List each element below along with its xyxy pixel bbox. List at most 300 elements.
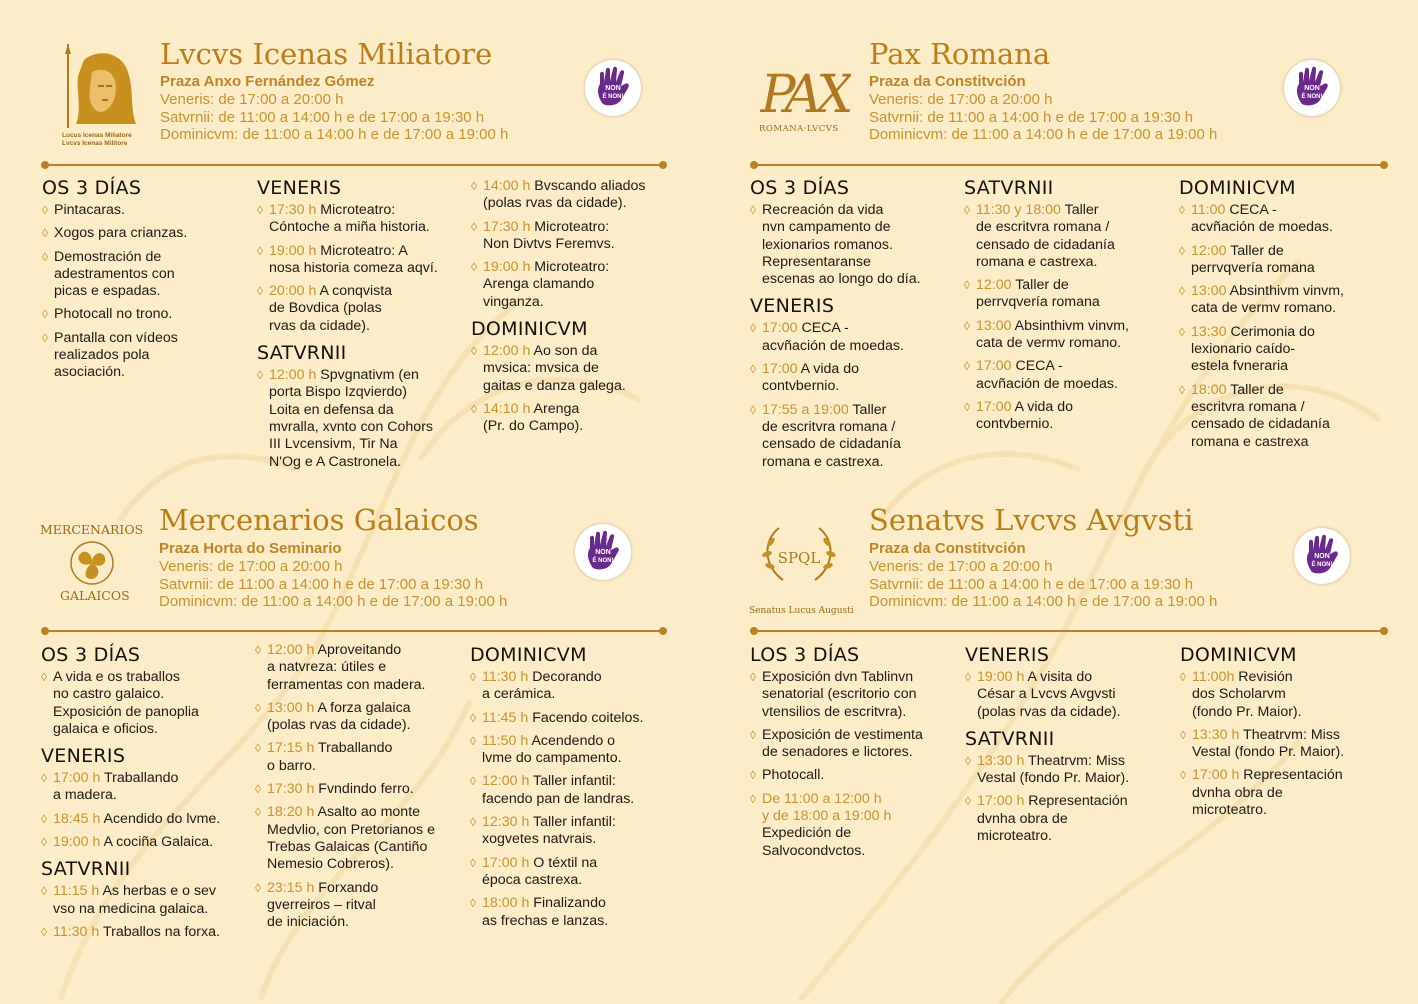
event-time: 17:15 h <box>267 740 315 757</box>
day-group <box>965 643 1175 721</box>
laurel-wreath-icon <box>749 520 849 592</box>
day-header: SATVRNII <box>41 858 131 881</box>
pax-hours-veneris: Veneris: de 17:00 a 20:00 h <box>869 91 1053 108</box>
diamond-bullet-icon: ◊ <box>255 880 261 895</box>
schedule-item-line <box>53 834 253 851</box>
schedule-item-line <box>1192 669 1395 686</box>
schedule-item-line <box>483 343 686 360</box>
day-header: OS 3 DÍAS <box>42 177 142 199</box>
event-text: A visita do <box>1024 669 1093 685</box>
schedule-item <box>1179 324 1399 376</box>
schedule-item-line <box>269 202 467 219</box>
schedule-item-line <box>977 686 1175 703</box>
event-time: 18:00 <box>1191 381 1227 398</box>
day-group <box>257 341 467 471</box>
schedule-item-line <box>1192 767 1395 784</box>
schedule-item-line <box>483 276 686 293</box>
day-header: OS 3 DÍAS <box>41 644 141 666</box>
day-group <box>471 178 686 311</box>
event-text: Representaranse <box>762 253 871 270</box>
badge-text-1: NON <box>605 85 621 92</box>
event-text: Xogos para crianzas. <box>54 225 188 242</box>
schedule-item <box>1180 727 1395 762</box>
event-text: Traballando <box>100 770 179 787</box>
event-text: a natvreza: útiles e <box>267 659 387 676</box>
event-text: Fvndindo ferro. <box>314 781 414 798</box>
diamond-bullet-icon: ◊ <box>750 791 756 806</box>
event-text: Forxando <box>314 879 379 896</box>
schedule-item-line <box>54 330 252 347</box>
event-time: 13:30 h <box>1192 726 1240 743</box>
mercenarios-title: Mercenarios Galaicos <box>159 503 479 537</box>
schedule-item-line <box>267 677 465 694</box>
diamond-bullet-icon: ◊ <box>42 226 48 241</box>
schedule-item-line <box>483 378 686 395</box>
event-text: escenas ao longo do día. <box>762 271 921 288</box>
event-text: o barro. <box>267 757 316 774</box>
schedule-item-line <box>1191 324 1399 341</box>
event-text: censado de cidadanía <box>976 236 1115 253</box>
diamond-bullet-icon: ◊ <box>1180 670 1186 684</box>
event-text: y de 18:00 a 19:00 h <box>762 808 892 825</box>
diamond-bullet-icon: ◊ <box>470 815 476 830</box>
schedule-item-line <box>483 294 686 311</box>
schedule-item-line <box>976 399 1174 416</box>
diamond-bullet-icon: ◊ <box>750 321 756 336</box>
day-group <box>42 176 252 382</box>
schedule-item-line <box>482 895 685 912</box>
schedule-item-line <box>483 236 686 253</box>
event-time: 17:00 <box>976 398 1012 415</box>
schedule-item <box>470 669 685 704</box>
diamond-bullet-icon: ◊ <box>257 243 263 258</box>
schedule-item-line <box>53 686 253 703</box>
event-text: Taller de <box>1226 381 1284 398</box>
pax-logo-subtitle: ROMANA·LVCVS <box>759 124 839 134</box>
event-text: Revisión <box>1234 669 1293 685</box>
day-header: VENERIS <box>965 644 1050 666</box>
event-text: Expedición de <box>762 825 852 842</box>
event-text: senatorial (escritorio con <box>762 686 917 703</box>
event-text: A vida do <box>797 361 860 378</box>
event-text: vinganza. <box>483 293 544 310</box>
event-text: A forza galaica <box>314 699 411 716</box>
schedule-item <box>42 202 252 219</box>
diamond-bullet-icon: ◊ <box>1179 243 1185 258</box>
day-group <box>41 744 253 851</box>
event-text: vso na medicina galaica. <box>53 900 209 917</box>
event-time: 11:15 h <box>53 883 100 900</box>
schedule-item <box>965 669 1175 721</box>
schedule-item-line <box>54 283 252 300</box>
diamond-bullet-icon: ◊ <box>1180 727 1186 742</box>
mercenarios-venue: Praza Horta do Seminario <box>159 540 342 557</box>
event-text: Acendendo o <box>528 732 616 749</box>
diamond-bullet-icon: ◊ <box>1179 324 1185 339</box>
day-group <box>257 176 467 335</box>
schedule-item-line <box>976 202 1174 219</box>
event-text: Vestal (fondo Pr. Maior). <box>977 770 1130 787</box>
schedule-item-line <box>269 402 467 419</box>
pax-col-3 <box>1179 176 1399 457</box>
schedule-item <box>1180 767 1395 819</box>
schedule-item <box>1179 283 1399 318</box>
day-header: DOMINICVM <box>1180 644 1297 666</box>
schedule-item-line <box>1191 260 1399 277</box>
event-text: Microteatro: A <box>316 242 408 259</box>
schedule-item <box>255 781 465 798</box>
mercenarios-col-3 <box>470 643 685 936</box>
day-group <box>750 294 960 470</box>
diamond-bullet-icon: ◊ <box>1179 382 1185 397</box>
event-time: 12:00 <box>1191 242 1227 259</box>
schedule-item-line <box>762 237 960 254</box>
event-text: A vida e os traballos <box>53 669 180 685</box>
lvcvs-venue: Praza Anxo Fernández Gómez <box>160 73 375 90</box>
schedule-item-line <box>54 249 252 266</box>
diamond-bullet-icon: ◊ <box>41 771 47 786</box>
event-text: A cociña Galaica. <box>100 834 214 851</box>
event-time: 17:00 <box>976 358 1012 375</box>
schedule-item-line <box>1191 399 1399 416</box>
diamond-bullet-icon: ◊ <box>257 203 263 217</box>
schedule-item-line <box>762 402 960 419</box>
event-text: Theatrvm: Miss <box>1024 752 1125 769</box>
event-text: (polas rvas da cidade). <box>977 703 1121 720</box>
schedule-item-line <box>269 454 467 471</box>
schedule-item-line <box>762 378 960 395</box>
schedule-item-line <box>269 260 467 277</box>
event-text: Exposición de vestimenta <box>762 726 923 743</box>
mercenarios-logo <box>38 518 148 604</box>
senatvs-col-1 <box>750 643 960 866</box>
mercenarios-col-1 <box>41 643 253 947</box>
day-group <box>750 176 960 288</box>
lvcvs-col-1 <box>42 176 252 388</box>
schedule-item <box>471 219 686 254</box>
badge-text-2: É NON! <box>1311 562 1333 568</box>
non-e-non-badge <box>1284 60 1340 116</box>
mercenarios-logo-text-1: MERCENARIOS <box>40 522 144 537</box>
day-group <box>470 643 685 930</box>
schedule-item-line <box>1191 416 1399 433</box>
event-time: 11:45 h <box>482 709 529 726</box>
schedule-item-line <box>267 914 465 931</box>
diamond-bullet-icon: ◊ <box>255 643 261 657</box>
schedule-item-line <box>1191 202 1399 219</box>
event-time: 17:00 <box>762 361 798 378</box>
schedule-item-line <box>483 178 686 195</box>
event-text: Microteatro: <box>530 218 610 235</box>
schedule-item-line <box>976 219 1174 236</box>
diamond-bullet-icon: ◊ <box>750 362 756 377</box>
schedule-item-line <box>1192 704 1395 721</box>
mercenarios-hours-satvrnii: Satvrnii: de 11:00 a 14:00 h e de 17:00 a 19:30 h <box>159 575 484 593</box>
day-header: DOMINICVM <box>470 644 587 666</box>
senatvs-hours-satvrnii: Satvrnii: de 11:00 a 14:00 h e de 17:00 a 19:30 h <box>869 575 1194 593</box>
lvcvs-hours-dominicvm: Dominicvm: de 11:00 a 14:00 h e de 17:00 a 19:00 h <box>160 126 509 143</box>
schedule-item <box>257 283 467 335</box>
event-text: Representación <box>1239 767 1343 784</box>
diamond-bullet-icon: ◊ <box>42 330 48 345</box>
diamond-bullet-icon: ◊ <box>964 278 970 293</box>
schedule-item-line <box>976 254 1174 271</box>
schedule-item-line <box>977 793 1175 810</box>
event-text: Microteatro: <box>530 259 610 276</box>
event-time: 17:00 <box>762 320 798 337</box>
badge-text-1: NON <box>1314 553 1330 560</box>
event-time: 12:00 h <box>267 642 315 658</box>
event-text: escritvra romana / <box>1191 398 1305 415</box>
diamond-bullet-icon: ◊ <box>750 768 756 783</box>
lvcvs-title: Lvcvs Icenas Miliatore <box>160 37 493 71</box>
badge-text-1: NON <box>595 549 611 556</box>
diamond-bullet-icon: ◊ <box>471 260 477 275</box>
event-text: Pantalla con vídeos <box>54 329 178 346</box>
schedule-item-line <box>762 744 960 761</box>
day-group <box>255 642 465 931</box>
day-group <box>471 317 686 435</box>
schedule-item-line <box>269 283 467 300</box>
diamond-bullet-icon: ◊ <box>471 401 477 416</box>
diamond-bullet-icon: ◊ <box>42 307 48 322</box>
event-text: Microteatro: <box>316 202 396 218</box>
event-time: 19:00 h <box>53 834 101 851</box>
event-text: contvbernio. <box>762 378 840 395</box>
day-group <box>41 857 253 941</box>
diamond-bullet-icon: ◊ <box>750 727 756 742</box>
schedule-item-line <box>53 704 253 721</box>
event-text: censado de cidadanía <box>1191 416 1330 433</box>
schedule-item <box>964 202 1174 271</box>
schedule-item <box>41 924 253 941</box>
section-divider <box>40 624 668 638</box>
event-time: 17:00 h <box>53 770 101 787</box>
schedule-item <box>470 855 685 890</box>
schedule-item-line <box>53 811 253 828</box>
event-text: Decorando <box>528 669 602 685</box>
event-text: Taller <box>1060 202 1099 218</box>
schedule-item-line <box>762 219 960 236</box>
event-text: Arenga clamando <box>483 276 595 293</box>
schedule-item-line <box>482 814 685 831</box>
schedule-item-line <box>267 758 465 775</box>
event-time: 18:00 h <box>482 895 530 912</box>
schedule-item <box>42 249 252 301</box>
day-header: SATVRNII <box>965 727 1055 750</box>
mercenarios-header <box>159 504 507 611</box>
event-time: 17:00 h <box>482 854 530 871</box>
event-text: Exposición de panoplia <box>53 703 199 720</box>
event-time: 11:00h <box>1192 669 1235 685</box>
senatvs-logo <box>749 520 854 616</box>
event-text: Absinthivm vinvm, <box>1011 317 1129 334</box>
schedule-item <box>750 202 960 288</box>
schedule-item-line <box>267 804 465 821</box>
event-text: nvn campamento de <box>762 219 891 236</box>
event-text: Loita en defensa da <box>269 401 394 418</box>
schedule-item-line <box>1191 283 1399 300</box>
event-text: estela fvneraria <box>1191 358 1288 375</box>
diamond-bullet-icon: ◊ <box>965 753 971 768</box>
diamond-bullet-icon: ◊ <box>965 670 971 684</box>
pax-monogram-icon <box>757 58 851 128</box>
event-time: 17:30 h <box>269 202 317 218</box>
schedule-item <box>964 277 1174 312</box>
event-text: (polas rvas da cidade). <box>483 195 627 212</box>
day-group <box>964 176 1174 434</box>
schedule-item-line <box>1192 785 1395 802</box>
event-text: a cerámica. <box>482 686 556 703</box>
diamond-bullet-icon: ◊ <box>257 368 263 383</box>
schedule-item-line <box>976 416 1174 433</box>
schedule-item-line <box>1192 744 1395 761</box>
event-text: microteatro. <box>977 828 1052 845</box>
schedule-item-line <box>482 831 685 848</box>
event-text: de iniciación. <box>267 914 350 931</box>
schedule-item-line <box>1191 434 1399 451</box>
event-time: 18:45 h <box>53 810 101 827</box>
schedule-item <box>965 753 1175 788</box>
diamond-bullet-icon: ◊ <box>257 284 263 299</box>
event-text: O téxtil na <box>529 854 598 871</box>
event-text: (polas rvas da cidade). <box>267 717 411 734</box>
lvcvs-logo-text-1: Lucus Icenas Miliatore <box>62 132 132 139</box>
event-text: Non Divtvs Feremvs. <box>483 235 615 252</box>
schedule-item-line <box>267 856 465 873</box>
event-time: 13:00 h <box>267 699 315 716</box>
pax-title: Pax Romana <box>869 37 1051 71</box>
day-group <box>1179 176 1399 451</box>
event-text: N'Og e A Castronela. <box>269 453 402 470</box>
schedule-item-line <box>267 839 465 856</box>
schedule-item <box>1180 669 1395 721</box>
diamond-bullet-icon: ◊ <box>1179 284 1185 299</box>
event-text: Recreación da vida <box>762 202 884 218</box>
event-text: lexionario caído- <box>1191 341 1296 358</box>
section-lvcvs <box>0 0 709 502</box>
schedule-item <box>255 880 465 932</box>
schedule-item <box>964 358 1174 393</box>
diamond-bullet-icon: ◊ <box>255 782 261 797</box>
pax-hours-dominicvm: Dominicvm: de 11:00 a 14:00 h e de 17:00 a 19:00 h <box>869 126 1218 143</box>
schedule-item <box>471 343 686 395</box>
event-text: microteatro. <box>1192 802 1267 819</box>
day-header: SATVRNII <box>964 177 1054 199</box>
event-text: contvbernio. <box>976 416 1054 433</box>
lvcvs-header <box>160 38 508 144</box>
event-text: asociación. <box>54 364 125 381</box>
schedule-item-line <box>976 335 1174 352</box>
schedule-item-line <box>53 883 253 900</box>
event-text: Trebas Galaicas (Cantiño <box>267 838 428 855</box>
non-e-non-badge <box>575 524 631 580</box>
event-text: Pintacaras. <box>54 202 125 218</box>
schedule-item-line <box>269 318 467 335</box>
diamond-bullet-icon: ◊ <box>255 741 261 756</box>
section-mercenarios <box>0 502 709 1004</box>
schedule-item <box>257 243 467 278</box>
lvcvs-col-2 <box>257 176 467 477</box>
event-time: 12:00 h <box>482 773 530 790</box>
mercenarios-logo-text-2: GALAICOS <box>60 588 130 603</box>
schedule-item-line <box>482 913 685 930</box>
event-text: Taller infantil: <box>529 814 616 831</box>
schedule-item <box>257 367 467 471</box>
event-time: 19:00 h <box>483 259 531 276</box>
schedule-item-line <box>482 733 685 750</box>
event-text: gaitas e danza galega. <box>483 377 626 394</box>
schedule-item-line <box>976 376 1174 393</box>
diamond-bullet-icon: ◊ <box>41 811 47 826</box>
schedule-item-line <box>269 384 467 401</box>
event-time: 12:00 <box>976 277 1012 294</box>
schedule-item-line <box>762 791 960 808</box>
day-header: OS 3 DÍAS <box>750 177 850 199</box>
triskele-icon <box>69 540 115 586</box>
schedule-item-line <box>1191 341 1399 358</box>
schedule-item <box>41 669 253 738</box>
schedule-item-line <box>482 750 685 767</box>
schedule-item-line <box>267 717 465 734</box>
schedule-item-line <box>1191 382 1399 399</box>
event-text: Vestal (fondo Pr. Maior). <box>1192 744 1345 761</box>
event-time: 23:15 h <box>267 879 315 896</box>
event-text: dvnha obra de <box>977 810 1068 827</box>
event-text: censado de cidadanía <box>762 436 901 453</box>
schedule-item <box>471 401 686 436</box>
schedule-item-line <box>762 271 960 288</box>
mercenarios-hours-veneris: Veneris: de 17:00 a 20:00 h <box>159 558 343 575</box>
schedule-item <box>470 814 685 849</box>
event-text: (fondo Pr. Maior). <box>1192 703 1302 720</box>
schedule-item <box>965 793 1175 845</box>
schedule-item <box>750 402 960 471</box>
schedule-item-line <box>53 669 253 686</box>
pax-monogram-text: PAX <box>760 65 848 125</box>
schedule-item-line <box>976 277 1174 294</box>
event-text: vtensilios de escritvra). <box>762 703 907 720</box>
schedule-item-line <box>1191 243 1399 260</box>
schedule-item-line <box>762 254 960 271</box>
event-text: cata de vermv romano. <box>1191 300 1337 317</box>
event-text: Theatrvm: Miss <box>1239 726 1340 743</box>
event-time: 13:00 <box>976 317 1012 334</box>
event-text: picas e espadas. <box>54 283 161 300</box>
event-time: 17:00 h <box>1192 767 1240 784</box>
diamond-bullet-icon: ◊ <box>41 670 47 684</box>
schedule-item-line <box>483 195 686 212</box>
event-text: III Lvcensivm, Tir Na <box>269 436 398 453</box>
day-header: VENERIS <box>750 295 835 318</box>
schedule-item-line <box>762 202 960 219</box>
event-text: perrvqvería romana <box>1191 259 1315 276</box>
schedule-item-line <box>1191 358 1399 375</box>
event-text: perrvqvería romana <box>976 294 1100 311</box>
schedule-item <box>471 178 686 213</box>
diamond-bullet-icon: ◊ <box>750 402 756 417</box>
schedule-item-line <box>977 828 1175 845</box>
event-text: Bvscando aliados <box>530 178 646 194</box>
schedule-item-line <box>977 811 1175 828</box>
event-time: De 11:00 a 12:00 h <box>762 790 882 807</box>
schedule-item-line <box>482 872 685 889</box>
diamond-bullet-icon: ◊ <box>964 359 970 374</box>
schedule-item-line <box>1192 686 1395 703</box>
event-time: 17:30 h <box>267 781 315 798</box>
schedule-item-line <box>482 686 685 703</box>
schedule-item-line <box>483 401 686 418</box>
